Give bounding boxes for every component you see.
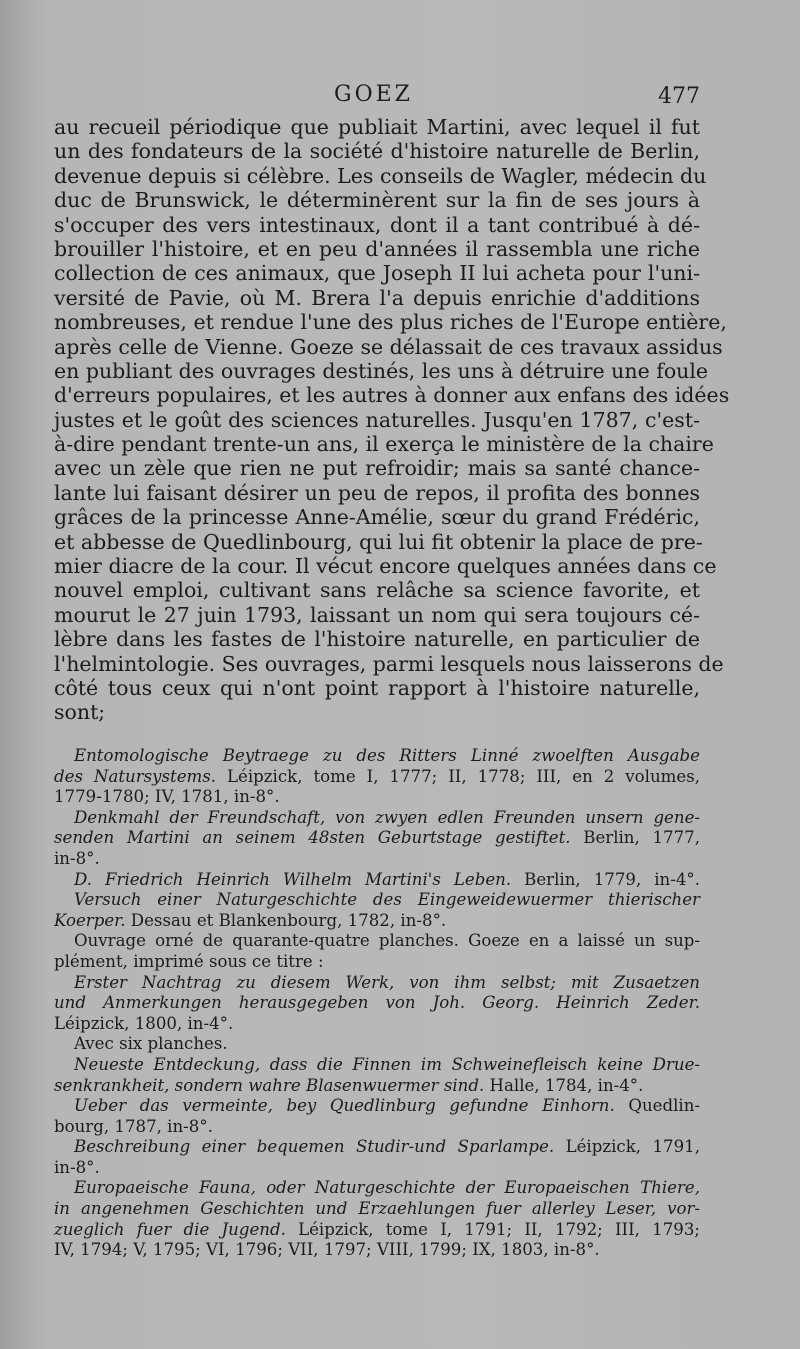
- body-line: duc de Brunswick, le déterminèrent sur la fin de ses jours à: [54, 188, 700, 213]
- bibliography-line: [54, 1178, 700, 1199]
- bibliography-detail: Berlin, 1779, in-4°.: [511, 869, 700, 889]
- body-line: l'helmintologie. Ses ouvrages, parmi lesquels nous laisserons de: [54, 651, 724, 676]
- running-head: GOEZ: [334, 82, 413, 107]
- bibliography-detail: Dessau et Blankenbourg, 1782, in-8°.: [125, 910, 447, 930]
- bibliography-detail: 1779-1780; IV, 1781, in-8°.: [54, 787, 280, 807]
- bibliography-title: senkrankheit, sondern wahre Blasenwuermer sind.: [54, 1075, 485, 1095]
- bibliography-title: Versuch einer Naturgeschichte des Eingeweidewuermer thierischer: [74, 890, 700, 910]
- bibliography-line: [54, 993, 700, 1014]
- bibliography-title: Denkmahl der Freundschaft, von zwyen edlen Freunden unsern gene-: [74, 807, 700, 827]
- body-line: justes et le goût des sciences naturelles. Jusqu'en 1787, c'est-: [54, 407, 700, 432]
- body-line: en publiant des ouvrages destinés, les uns à détruire une foule: [54, 358, 709, 383]
- bibliography-line: [54, 1055, 700, 1076]
- bibliography-line: [54, 1199, 700, 1220]
- body-line: lante lui faisant désirer un peu de repos, il profita des bonnes: [54, 480, 700, 505]
- bibliography-line: [54, 1076, 700, 1097]
- body-line: nouvel emploi, cultivant sans relâche sa science favorite, et: [54, 578, 700, 603]
- bibliography-detail: Ouvrage orné de quarante-quatre planches. Goeze en a laissé un sup-: [74, 931, 700, 951]
- bibliography-line: [54, 911, 700, 932]
- bibliography-title: in angenehmen Geschichten und Erzaehlungen fuer allerley Leser, vor-: [54, 1199, 700, 1219]
- bibliography-detail: bourg, 1787, in-8°.: [54, 1116, 213, 1136]
- bibliography-line: [54, 1158, 700, 1179]
- bibliography-detail: in-8°.: [54, 848, 100, 868]
- bibliography-detail: Léipzick, tome I, 1791; II, 1792; III, 1793;: [285, 1219, 700, 1239]
- bibliography-detail: Léipzick, tome I, 1777; II, 1778; III, en 2 volumes,: [216, 766, 701, 786]
- bibliography-line: [54, 1220, 700, 1241]
- bibliography-line: [54, 746, 700, 767]
- body-line: au recueil périodique que publiait Martini, avec lequel il fut: [54, 115, 700, 139]
- body-paragraph: [54, 115, 730, 725]
- body-line: mourut le 27 juin 1793, laissant un nom qui sera toujours cé-: [54, 602, 700, 627]
- bibliography-line: [54, 1240, 700, 1261]
- bibliography-line: [54, 890, 700, 911]
- bibliography-detail: Léipzick, 1791,: [554, 1137, 700, 1157]
- bibliography-detail: Berlin, 1777,: [570, 828, 700, 848]
- bibliography-line: [54, 870, 700, 891]
- bibliography-title: und Anmerkungen herausgegeben von Joh. Georg. Heinrich Zeder.: [54, 993, 700, 1013]
- bibliography-detail: Halle, 1784, in-4°.: [484, 1075, 644, 1095]
- bibliography-line: [54, 1034, 700, 1055]
- bibliography-line: [54, 828, 700, 849]
- bibliography-line: [54, 1096, 700, 1117]
- body-line: mier diacre de la cour. Il vécut encore quelques années dans ce: [54, 554, 717, 579]
- body-line: collection de ces animaux, que Joseph II lui acheta pour l'uni-: [54, 261, 700, 286]
- bibliography-title: Neueste Entdeckung, dass die Finnen im Schweinefleisch keine Drue-: [74, 1054, 700, 1074]
- page-number: 477: [658, 84, 700, 109]
- body-line: s'occuper des vers intestinaux, dont il a tant contribué à dé-: [54, 212, 700, 237]
- bibliography-line: [54, 787, 700, 808]
- body-line: avec un zèle que rien ne put refroidir; mais sa santé chance-: [54, 456, 700, 481]
- bibliography-title: Beschreibung einer bequemen Studir-und Sparlampe.: [74, 1137, 555, 1157]
- bibliography-detail: in-8°.: [54, 1157, 100, 1177]
- body-line: versité de Pavie, où M. Brera l'a depuis enrichie d'additions: [54, 285, 700, 310]
- body-line: lèbre dans les fastes de l'histoire naturelle, en particulier de: [54, 627, 700, 652]
- body-line: côté tous ceux qui n'ont point rapport à l'histoire naturelle,: [54, 675, 700, 700]
- body-line: d'erreurs populaires, et les autres à donner aux enfans des idées: [54, 383, 730, 408]
- bibliography-detail: Avec six planches.: [74, 1034, 228, 1054]
- body-line: nombreuses, et rendue l'une des plus riches de l'Europe entière,: [54, 310, 727, 335]
- body-line: devenue depuis si célèbre. Les conseils de Wagler, médecin du: [54, 163, 707, 188]
- bibliography-title: Entomologische Beytraege zu des Ritters Linné zwoelften Ausgabe: [74, 746, 700, 765]
- bibliography-detail: Léipzick, 1800, in-4°.: [54, 1013, 234, 1033]
- bibliography-title: Europaeische Fauna, oder Naturgeschichte der Europaeischen Thiere,: [74, 1178, 700, 1198]
- bibliography-line: [54, 1014, 700, 1035]
- body-line: brouiller l'histoire, et en peu d'années il rassembla une riche: [54, 236, 700, 261]
- bibliography-line: [54, 931, 700, 952]
- page-header: [0, 82, 800, 116]
- body-line: un des fondateurs de la société d'histoire naturelle de Berlin,: [54, 139, 700, 164]
- bibliography-line: [54, 1137, 700, 1158]
- bibliography-title: zueglich fuer die Jugend.: [54, 1219, 286, 1239]
- bibliography-title: senden Martini an seinem 48sten Geburtstage gestiftet.: [54, 828, 571, 848]
- bibliography-detail: IV, 1794; V, 1795; VI, 1796; VII, 1797; VIII, 1799; IX, 1803, in-8°.: [54, 1240, 600, 1260]
- bibliography-title: Erster Nachtrag zu diesem Werk, von ihm selbst; mit Zusaetzen: [74, 972, 700, 992]
- bibliography-title: Koerper.: [54, 910, 126, 930]
- bibliography-detail: plément, imprimé sous ce titre :: [54, 951, 324, 971]
- bibliography-line: [54, 808, 700, 829]
- bibliography-detail: Quedlin-: [614, 1096, 700, 1116]
- body-line: et abbesse de Quedlinbourg, qui lui fit obtenir la place de pre-: [54, 529, 703, 554]
- bibliography-line: [54, 849, 700, 870]
- body-line: sont;: [54, 700, 106, 725]
- body-line: à-dire pendant trente-un ans, il exerça le ministère de la chaire: [54, 432, 714, 457]
- body-line: grâces de la princesse Anne-Amélie, sœur du grand Frédéric,: [54, 505, 700, 530]
- bibliography-line: [54, 767, 700, 788]
- bibliography-line: [54, 952, 700, 973]
- bibliography-title: D. Friedrich Heinrich Wilhelm Martini's Leben.: [74, 869, 512, 889]
- bibliography-list: [54, 746, 700, 1261]
- bibliography-line: [54, 1117, 700, 1138]
- bibliography-title: des Natursystems.: [54, 766, 217, 786]
- bibliography-line: [54, 973, 700, 994]
- body-line: après celle de Vienne. Goeze se délassait de ces travaux assidus: [54, 334, 723, 359]
- bibliography-title: Ueber das vermeinte, bey Quedlinburg gefundne Einhorn.: [74, 1096, 615, 1116]
